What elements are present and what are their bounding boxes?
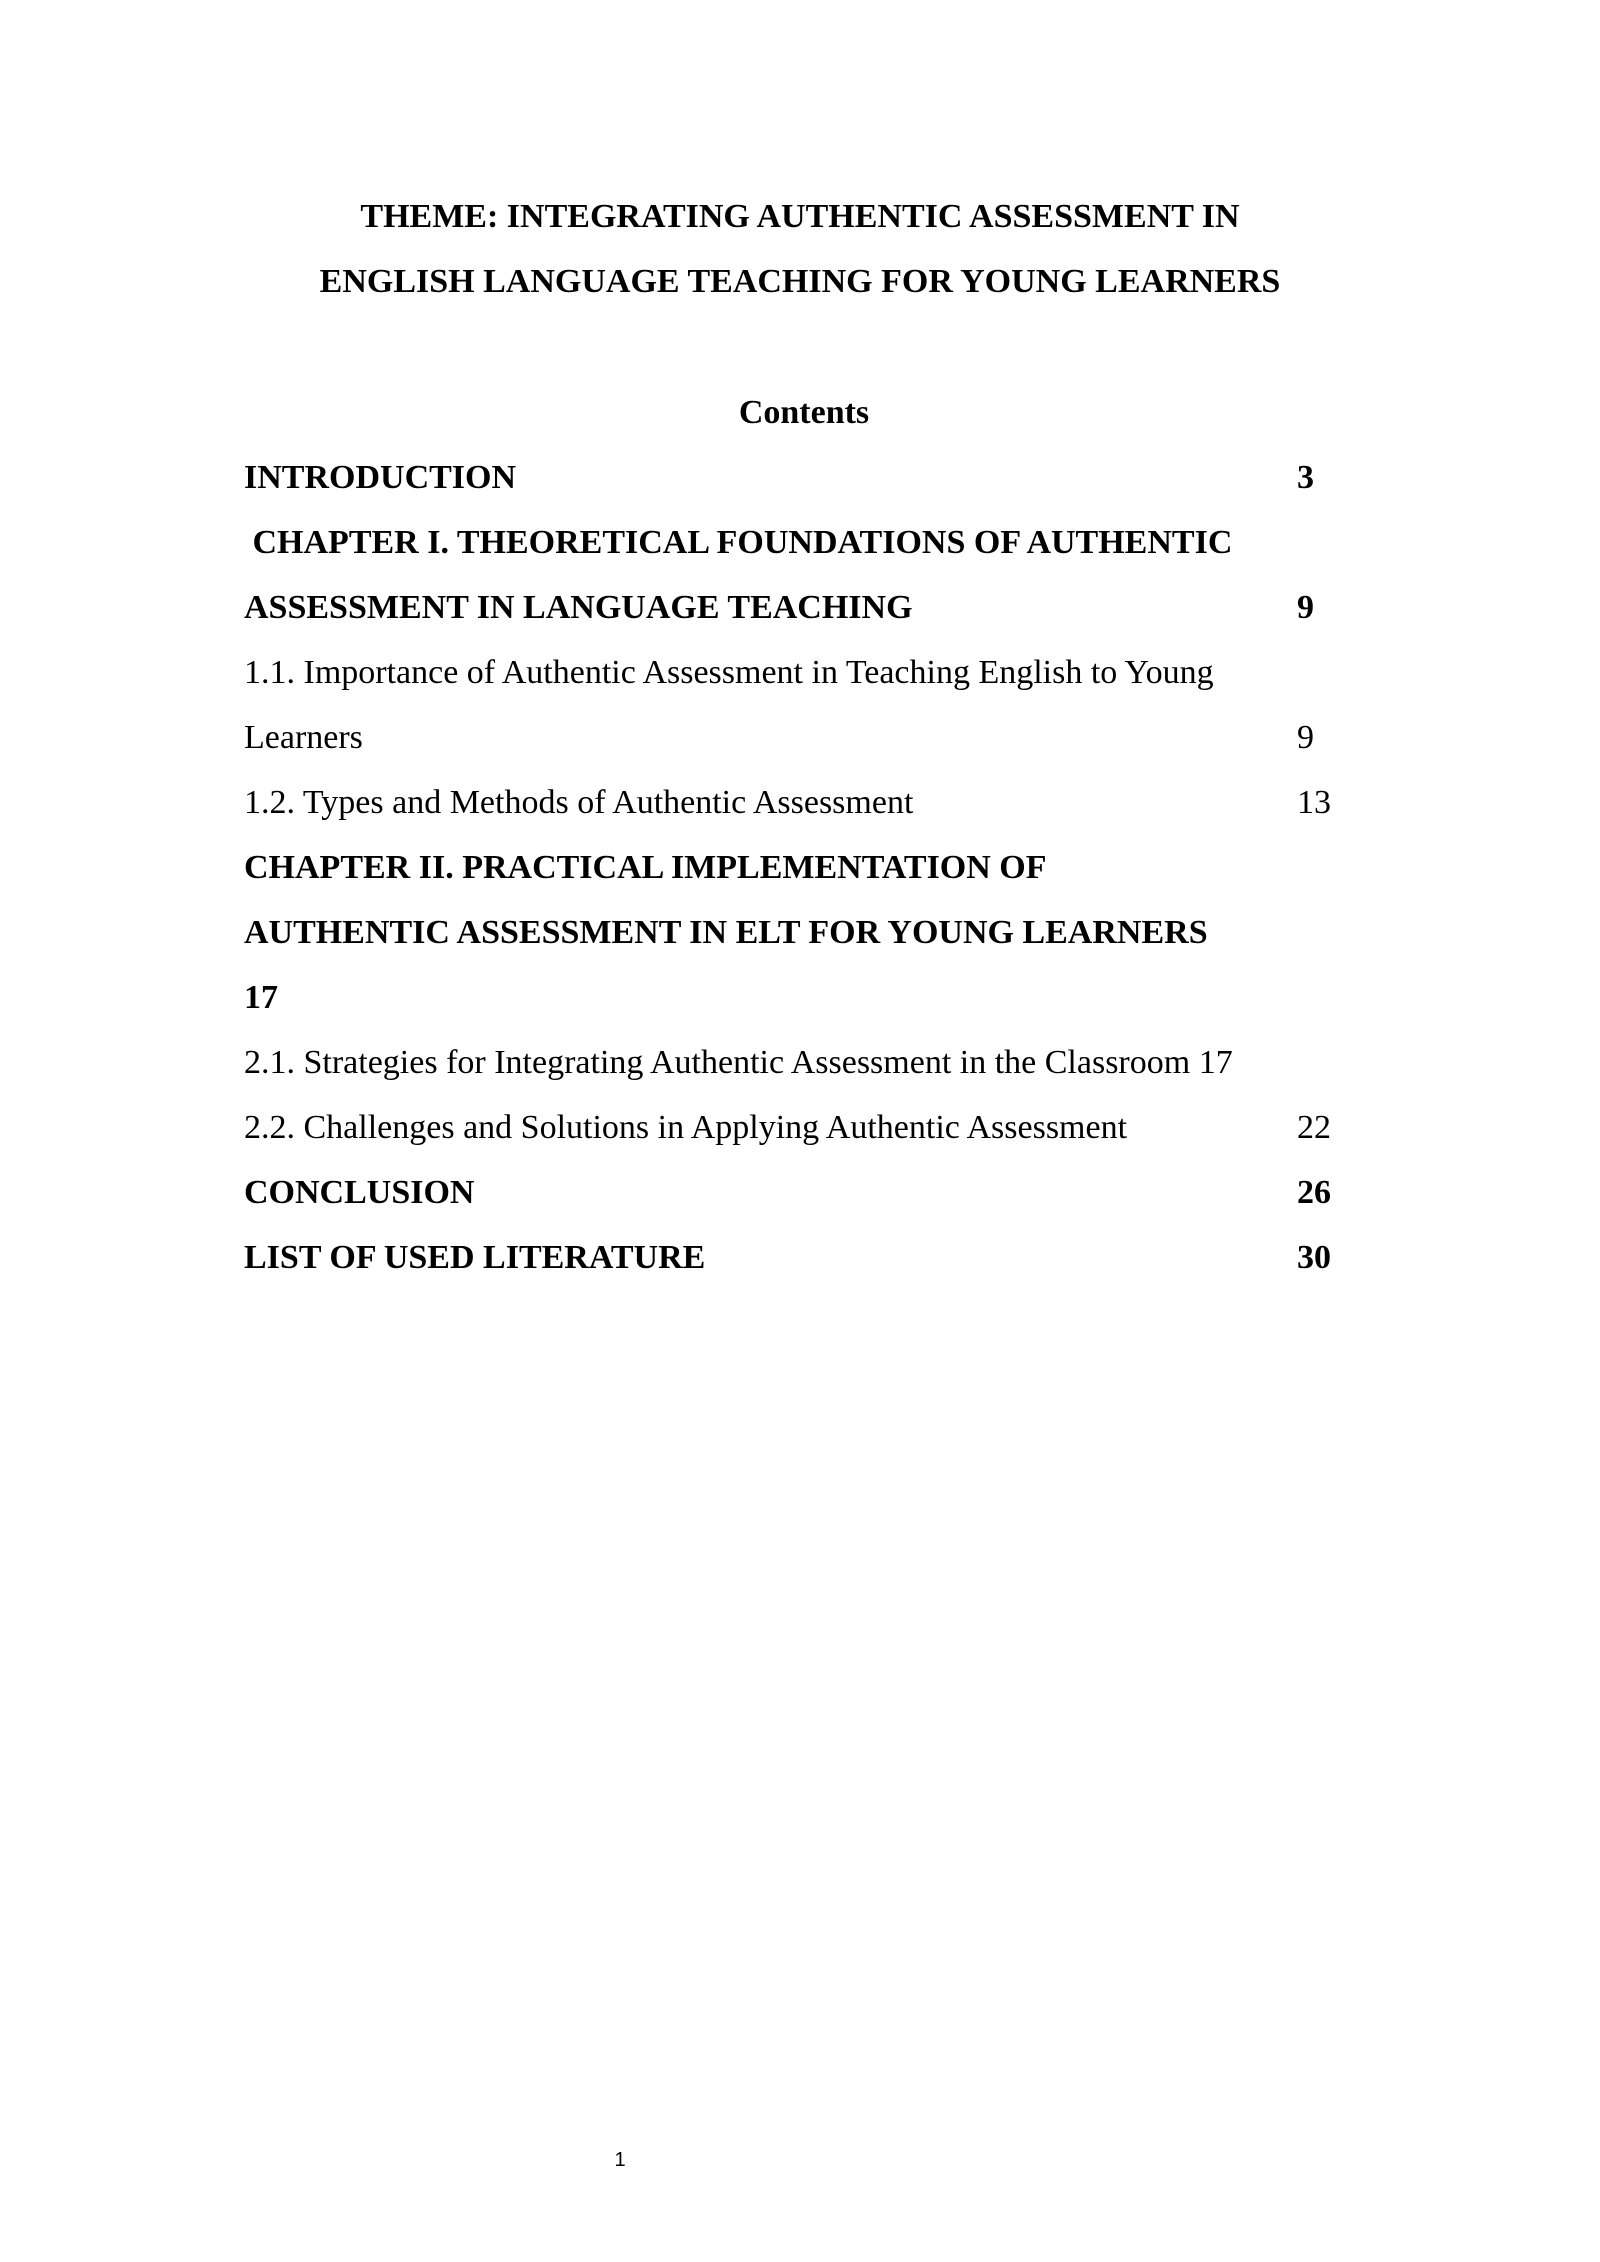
toc-entry-chapter-2-page: 17 bbox=[244, 979, 278, 1016]
toc-page-literature: 30 bbox=[1297, 1239, 1331, 1276]
toc-entry-1-1-line-1: 1.1. Importance of Authentic Assessment in Teaching English to Young bbox=[244, 654, 1214, 691]
page-number: 1 bbox=[614, 2149, 626, 2171]
toc-entry-literature: LIST OF USED LITERATURE bbox=[244, 1239, 706, 1276]
toc-page-chapter-1: 9 bbox=[1297, 589, 1314, 626]
toc-entry-1-2: 1.2. Types and Methods of Authentic Assessment bbox=[244, 784, 914, 821]
toc-entry-1-1-line-2: Learners bbox=[244, 719, 363, 756]
toc-page-1-1: 9 bbox=[1297, 719, 1314, 756]
toc-entry-introduction: INTRODUCTION bbox=[244, 459, 517, 496]
toc-page-2-2: 22 bbox=[1297, 1109, 1331, 1146]
toc-entry-chapter-2-line-1: CHAPTER II. PRACTICAL IMPLEMENTATION OF bbox=[244, 849, 1047, 886]
contents-heading: Contents bbox=[738, 394, 870, 431]
toc-entry-chapter-2-line-2: AUTHENTIC ASSESSMENT IN ELT FOR YOUNG LEARNERS bbox=[244, 914, 1208, 951]
toc-page-conclusion: 26 bbox=[1297, 1174, 1331, 1211]
toc-entry-chapter-1-line-2: ASSESSMENT IN LANGUAGE TEACHING bbox=[244, 589, 913, 626]
theme-title-line-1: THEME: INTEGRATING AUTHENTIC ASSESSMENT IN bbox=[360, 198, 1240, 235]
toc-entry-chapter-1-line-1: CHAPTER I. THEORETICAL FOUNDATIONS OF AUTHENTIC bbox=[244, 524, 1233, 561]
toc-page-1-2: 13 bbox=[1297, 784, 1331, 821]
toc-entry-conclusion: CONCLUSION bbox=[244, 1174, 475, 1211]
theme-title-line-2: ENGLISH LANGUAGE TEACHING FOR YOUNG LEARNERS bbox=[319, 263, 1281, 300]
toc-page-introduction: 3 bbox=[1297, 459, 1314, 496]
toc-entry-2-2: 2.2. Challenges and Solutions in Applying Authentic Assessment bbox=[244, 1109, 1128, 1146]
toc-entry-2-1: 2.1. Strategies for Integrating Authentic Assessment in the Classroom 17 bbox=[244, 1044, 1233, 1081]
